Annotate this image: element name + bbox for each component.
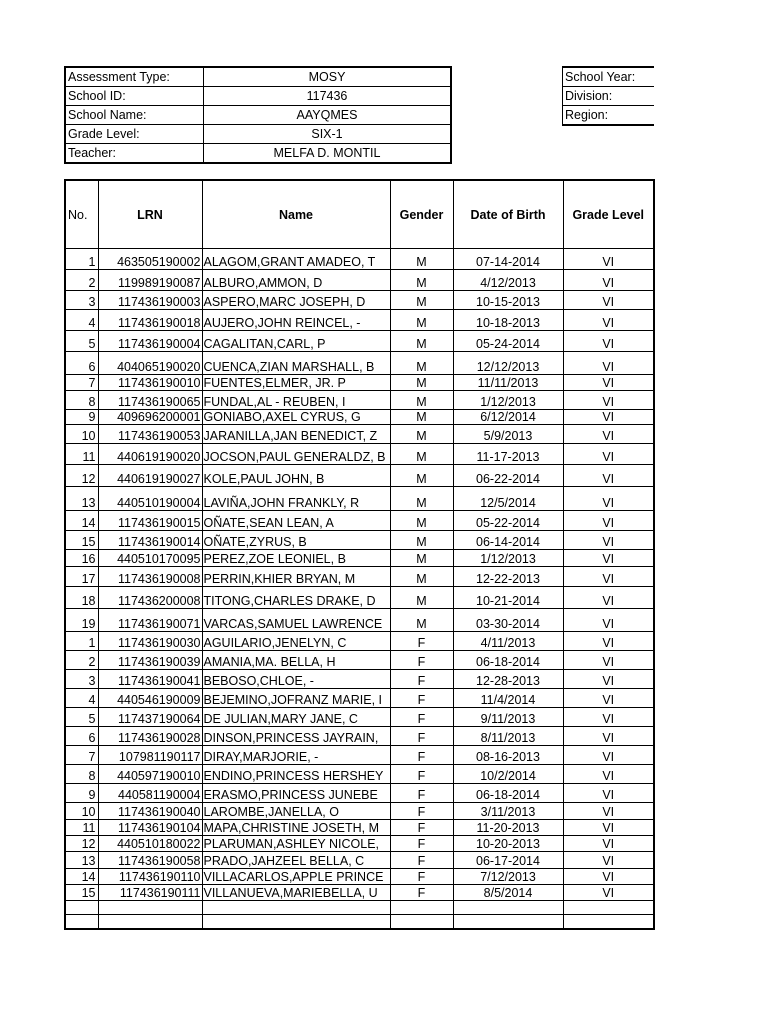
cell-no: 8 [65,765,98,784]
cell-grade-level: VI [563,587,654,609]
cell-gender: M [390,310,453,331]
assessment-type-label: Assessment Type: [65,67,204,87]
cell-name: BEJEMINO,JOFRANZ MARIE, I [202,689,390,708]
cell-date-of-birth: 11-17-2013 [453,444,563,465]
cell-no: 2 [65,270,98,291]
cell-name: AGUILARIO,JENELYN, C [202,632,390,651]
cell-date-of-birth: 12/5/2014 [453,487,563,511]
cell-gender: M [390,410,453,425]
cell-grade-level: VI [563,375,654,391]
cell-gender: M [390,487,453,511]
cell-grade-level: VI [563,531,654,550]
cell-gender: F [390,885,453,901]
cell-date-of-birth: 1/12/2013 [453,550,563,567]
school-name-label: School Name: [65,106,204,125]
info-row-region [563,106,655,126]
table-row [65,689,654,708]
cell-name: LAVIÑA,JOHN FRANKLY, R [202,487,390,511]
school-id-label: School ID: [65,87,204,106]
cell-lrn: 463505190002 [98,249,202,270]
teacher-value: MELFA D. MONTIL [204,144,452,164]
cell-no: 11 [65,820,98,836]
cell-lrn: 117436190003 [98,291,202,310]
cell-date-of-birth: 05-24-2014 [453,331,563,352]
school-year-info-table [562,66,654,126]
table-row [65,531,654,550]
cell-gender: M [390,291,453,310]
cell-date-of-birth: 10-20-2013 [453,836,563,852]
cell-gender: M [390,609,453,632]
cell-date-of-birth: 06-17-2014 [453,852,563,869]
empty-cell [563,915,654,929]
cell-name: DINSON,PRINCESS JAYRAIN, [202,727,390,746]
cell-lrn: 440510180022 [98,836,202,852]
cell-no: 12 [65,836,98,852]
cell-date-of-birth: 03-30-2014 [453,609,563,632]
cell-gender: F [390,765,453,784]
empty-cell [202,901,390,915]
cell-name: CUENCA,ZIAN MARSHALL, B [202,352,390,375]
table-row [65,670,654,689]
cell-grade-level: VI [563,391,654,410]
table-row [65,550,654,567]
cell-lrn: 117436190040 [98,803,202,820]
cell-lrn: 119989190087 [98,270,202,291]
cell-grade-level: VI [563,352,654,375]
info-row-grade-level [65,125,451,144]
empty-cell [202,915,390,929]
table-row [65,632,654,651]
info-row-school-name [65,106,451,125]
table-row [65,727,654,746]
cell-date-of-birth: 6/12/2014 [453,410,563,425]
school-name-value: AAYQMES [204,106,452,125]
cell-date-of-birth: 12-22-2013 [453,567,563,587]
table-row [65,746,654,765]
cell-grade-level: VI [563,270,654,291]
cell-date-of-birth: 1/12/2013 [453,391,563,410]
cell-no: 10 [65,803,98,820]
cell-name: JARANILLA,JAN BENEDICT, Z [202,425,390,444]
cell-no: 13 [65,487,98,511]
grade-level-label: Grade Level: [65,125,204,144]
cell-date-of-birth: 3/11/2013 [453,803,563,820]
cell-name: ENDINO,PRINCESS HERSHEY [202,765,390,784]
cell-grade-level: VI [563,727,654,746]
cell-date-of-birth: 05-22-2014 [453,511,563,531]
cell-lrn: 117436190004 [98,331,202,352]
cell-no: 4 [65,310,98,331]
cell-gender: F [390,784,453,803]
cell-lrn: 117436190065 [98,391,202,410]
info-row-teacher [65,144,451,164]
cell-date-of-birth: 10-21-2014 [453,587,563,609]
cell-gender: M [390,511,453,531]
cell-name: CAGALITAN,CARL, P [202,331,390,352]
empty-cell [65,915,98,929]
cell-grade-level: VI [563,331,654,352]
cell-name: PERRIN,KHIER BRYAN, M [202,567,390,587]
cell-lrn: 440510170095 [98,550,202,567]
cell-no: 12 [65,465,98,487]
cell-name: MAPA,CHRISTINE JOSETH, M [202,820,390,836]
assessment-type-value: MOSY [204,67,452,87]
cell-name: AMANIA,MA. BELLA, H [202,651,390,670]
empty-cell [453,915,563,929]
cell-date-of-birth: 10-18-2013 [453,310,563,331]
cell-no: 11 [65,444,98,465]
table-row [65,352,654,375]
cell-no: 2 [65,651,98,670]
region-label: Region: [563,106,655,126]
cell-gender: F [390,670,453,689]
table-row [65,708,654,727]
cell-no: 1 [65,632,98,651]
cell-name: ALBURO,AMMON, D [202,270,390,291]
cell-lrn: 404065190020 [98,352,202,375]
cell-lrn: 117436190111 [98,885,202,901]
cell-lrn: 440546190009 [98,689,202,708]
student-roster-table [64,179,655,930]
cell-lrn: 117436200008 [98,587,202,609]
cell-name: JOCSON,PAUL GENERALDZ, B [202,444,390,465]
cell-name: KOLE,PAUL JOHN, B [202,465,390,487]
cell-date-of-birth: 10/2/2014 [453,765,563,784]
cell-gender: M [390,331,453,352]
cell-date-of-birth: 07-14-2014 [453,249,563,270]
cell-date-of-birth: 06-14-2014 [453,531,563,550]
cell-gender: F [390,727,453,746]
cell-date-of-birth: 9/11/2013 [453,708,563,727]
cell-lrn: 440581190004 [98,784,202,803]
info-row-school-year [563,67,655,87]
cell-gender: F [390,836,453,852]
cell-no: 9 [65,410,98,425]
cell-gender: F [390,803,453,820]
cell-grade-level: VI [563,511,654,531]
grade-level-value: SIX-1 [204,125,452,144]
table-row [65,291,654,310]
cell-lrn: 117436190014 [98,531,202,550]
cell-name: FUNDAL,AL - REUBEN, I [202,391,390,410]
cell-name: PRADO,JAHZEEL BELLA, C [202,852,390,869]
cell-no: 17 [65,567,98,587]
cell-name: VILLACARLOS,APPLE PRINCE [202,869,390,885]
cell-lrn: 107981190117 [98,746,202,765]
table-row [65,852,654,869]
cell-gender: F [390,651,453,670]
cell-no: 6 [65,727,98,746]
table-row [65,609,654,632]
cell-lrn: 117436190071 [98,609,202,632]
table-row [65,465,654,487]
teacher-label: Teacher: [65,144,204,164]
cell-lrn: 117436190039 [98,651,202,670]
division-label: Division: [563,87,655,106]
cell-lrn: 117437190064 [98,708,202,727]
cell-name: ERASMO,PRINCESS JUNEBE [202,784,390,803]
cell-date-of-birth: 11-20-2013 [453,820,563,836]
info-row-school-id [65,87,451,106]
cell-name: AUJERO,JOHN REINCEL, - [202,310,390,331]
cell-grade-level: VI [563,465,654,487]
cell-no: 15 [65,885,98,901]
cell-grade-level: VI [563,836,654,852]
cell-no: 7 [65,375,98,391]
cell-lrn: 409696200001 [98,410,202,425]
info-row-assessment-type [65,67,451,87]
cell-gender: M [390,270,453,291]
cell-lrn: 117436190008 [98,567,202,587]
cell-grade-level: VI [563,852,654,869]
cell-name: VARCAS,SAMUEL LAWRENCE [202,609,390,632]
cell-grade-level: VI [563,708,654,727]
empty-cell [390,901,453,915]
cell-date-of-birth: 06-18-2014 [453,784,563,803]
cell-no: 13 [65,852,98,869]
cell-grade-level: VI [563,820,654,836]
cell-grade-level: VI [563,410,654,425]
table-row [65,410,654,425]
cell-gender: M [390,567,453,587]
empty-row [65,915,654,929]
cell-no: 19 [65,609,98,632]
cell-grade-level: VI [563,444,654,465]
cell-date-of-birth: 11/11/2013 [453,375,563,391]
cell-lrn: 117436190015 [98,511,202,531]
cell-name: PLARUMAN,ASHLEY NICOLE, [202,836,390,852]
cell-lrn: 117436190030 [98,632,202,651]
cell-date-of-birth: 06-22-2014 [453,465,563,487]
cell-gender: M [390,352,453,375]
empty-row [65,901,654,915]
cell-date-of-birth: 06-18-2014 [453,651,563,670]
table-row [65,885,654,901]
table-row [65,651,654,670]
cell-name: GONIABO,AXEL CYRUS, G [202,410,390,425]
table-row [65,331,654,352]
cell-grade-level: VI [563,689,654,708]
table-row [65,425,654,444]
cell-no: 1 [65,249,98,270]
cell-gender: M [390,465,453,487]
cell-no: 7 [65,746,98,765]
cell-gender: F [390,708,453,727]
cell-lrn: 440510190004 [98,487,202,511]
cell-no: 9 [65,784,98,803]
table-row [65,310,654,331]
cell-no: 6 [65,352,98,375]
empty-cell [453,901,563,915]
cell-lrn: 117436190058 [98,852,202,869]
cell-name: TITONG,CHARLES DRAKE, D [202,587,390,609]
cell-name: ALAGOM,GRANT AMADEO, T [202,249,390,270]
cell-grade-level: VI [563,609,654,632]
cell-grade-level: VI [563,803,654,820]
cell-grade-level: VI [563,487,654,511]
cell-lrn: 440597190010 [98,765,202,784]
assessment-info-table [64,66,452,164]
column-header-no: No. [65,180,98,249]
cell-date-of-birth: 12/12/2013 [453,352,563,375]
cell-grade-level: VI [563,651,654,670]
cell-gender: M [390,391,453,410]
cell-gender: M [390,425,453,444]
cell-no: 16 [65,550,98,567]
cell-grade-level: VI [563,550,654,567]
cell-gender: M [390,249,453,270]
roster-body [65,249,654,929]
cell-date-of-birth: 4/11/2013 [453,632,563,651]
school-id-value: 117436 [204,87,452,106]
empty-cell [98,901,202,915]
cell-lrn: 440619190027 [98,465,202,487]
table-row [65,511,654,531]
cell-no: 4 [65,689,98,708]
cell-date-of-birth: 12-28-2013 [453,670,563,689]
table-row [65,375,654,391]
cell-name: FUENTES,ELMER, JR. P [202,375,390,391]
cell-grade-level: VI [563,291,654,310]
school-year-label: School Year: [563,67,655,87]
cell-gender: M [390,550,453,567]
cell-date-of-birth: 5/9/2013 [453,425,563,444]
table-row [65,820,654,836]
cell-gender: M [390,375,453,391]
cell-gender: M [390,444,453,465]
empty-cell [563,901,654,915]
cell-date-of-birth: 4/12/2013 [453,270,563,291]
empty-cell [390,915,453,929]
cell-gender: F [390,746,453,765]
cell-gender: M [390,587,453,609]
table-row [65,270,654,291]
cell-grade-level: VI [563,784,654,803]
cell-lrn: 117436190053 [98,425,202,444]
cell-name: OÑATE,ZYRUS, B [202,531,390,550]
table-row [65,249,654,270]
cell-grade-level: VI [563,567,654,587]
cell-grade-level: VI [563,425,654,444]
cell-no: 15 [65,531,98,550]
cell-date-of-birth: 11/4/2014 [453,689,563,708]
cell-name: DIRAY,MARJORIE, - [202,746,390,765]
cell-grade-level: VI [563,746,654,765]
cell-date-of-birth: 10-15-2013 [453,291,563,310]
cell-gender: F [390,689,453,708]
cell-gender: F [390,852,453,869]
cell-no: 14 [65,869,98,885]
cell-grade-level: VI [563,885,654,901]
cell-gender: F [390,820,453,836]
cell-date-of-birth: 7/12/2013 [453,869,563,885]
cell-grade-level: VI [563,869,654,885]
cell-gender: F [390,632,453,651]
cell-name: PEREZ,ZOE LEONIEL, B [202,550,390,567]
cell-lrn: 117436190110 [98,869,202,885]
cell-name: DE JULIAN,MARY JANE, C [202,708,390,727]
cell-lrn: 117436190104 [98,820,202,836]
empty-cell [98,915,202,929]
table-row [65,587,654,609]
cell-grade-level: VI [563,632,654,651]
cell-no: 5 [65,331,98,352]
table-row [65,869,654,885]
table-row [65,391,654,410]
cell-name: LAROMBE,JANELLA, O [202,803,390,820]
empty-cell [65,901,98,915]
cell-grade-level: VI [563,670,654,689]
table-row [65,803,654,820]
column-header-grade-level: Grade Level [563,180,654,249]
cell-date-of-birth: 8/5/2014 [453,885,563,901]
table-row [65,836,654,852]
cell-grade-level: VI [563,310,654,331]
roster-header-row [65,180,654,249]
cell-no: 18 [65,587,98,609]
cell-name: BEBOSO,CHLOE, - [202,670,390,689]
cell-no: 3 [65,670,98,689]
cell-name: VILLANUEVA,MARIEBELLA, U [202,885,390,901]
column-header-gender: Gender [390,180,453,249]
cell-no: 10 [65,425,98,444]
cell-name: OÑATE,SEAN LEAN, A [202,511,390,531]
table-row [65,784,654,803]
column-header-lrn: LRN [98,180,202,249]
cell-no: 14 [65,511,98,531]
table-row [65,487,654,511]
cell-no: 5 [65,708,98,727]
cell-gender: F [390,869,453,885]
cell-lrn: 117436190041 [98,670,202,689]
cell-no: 8 [65,391,98,410]
cell-grade-level: VI [563,765,654,784]
cell-date-of-birth: 08-16-2013 [453,746,563,765]
cell-lrn: 117436190028 [98,727,202,746]
cell-lrn: 117436190018 [98,310,202,331]
info-row-division [563,87,655,106]
cell-date-of-birth: 8/11/2013 [453,727,563,746]
cell-lrn: 117436190010 [98,375,202,391]
table-row [65,765,654,784]
table-row [65,444,654,465]
column-header-name: Name [202,180,390,249]
column-header-date-of-birth: Date of Birth [453,180,563,249]
cell-name: ASPERO,MARC JOSEPH, D [202,291,390,310]
cell-lrn: 440619190020 [98,444,202,465]
cell-grade-level: VI [563,249,654,270]
table-row [65,567,654,587]
cell-gender: M [390,531,453,550]
cell-no: 3 [65,291,98,310]
